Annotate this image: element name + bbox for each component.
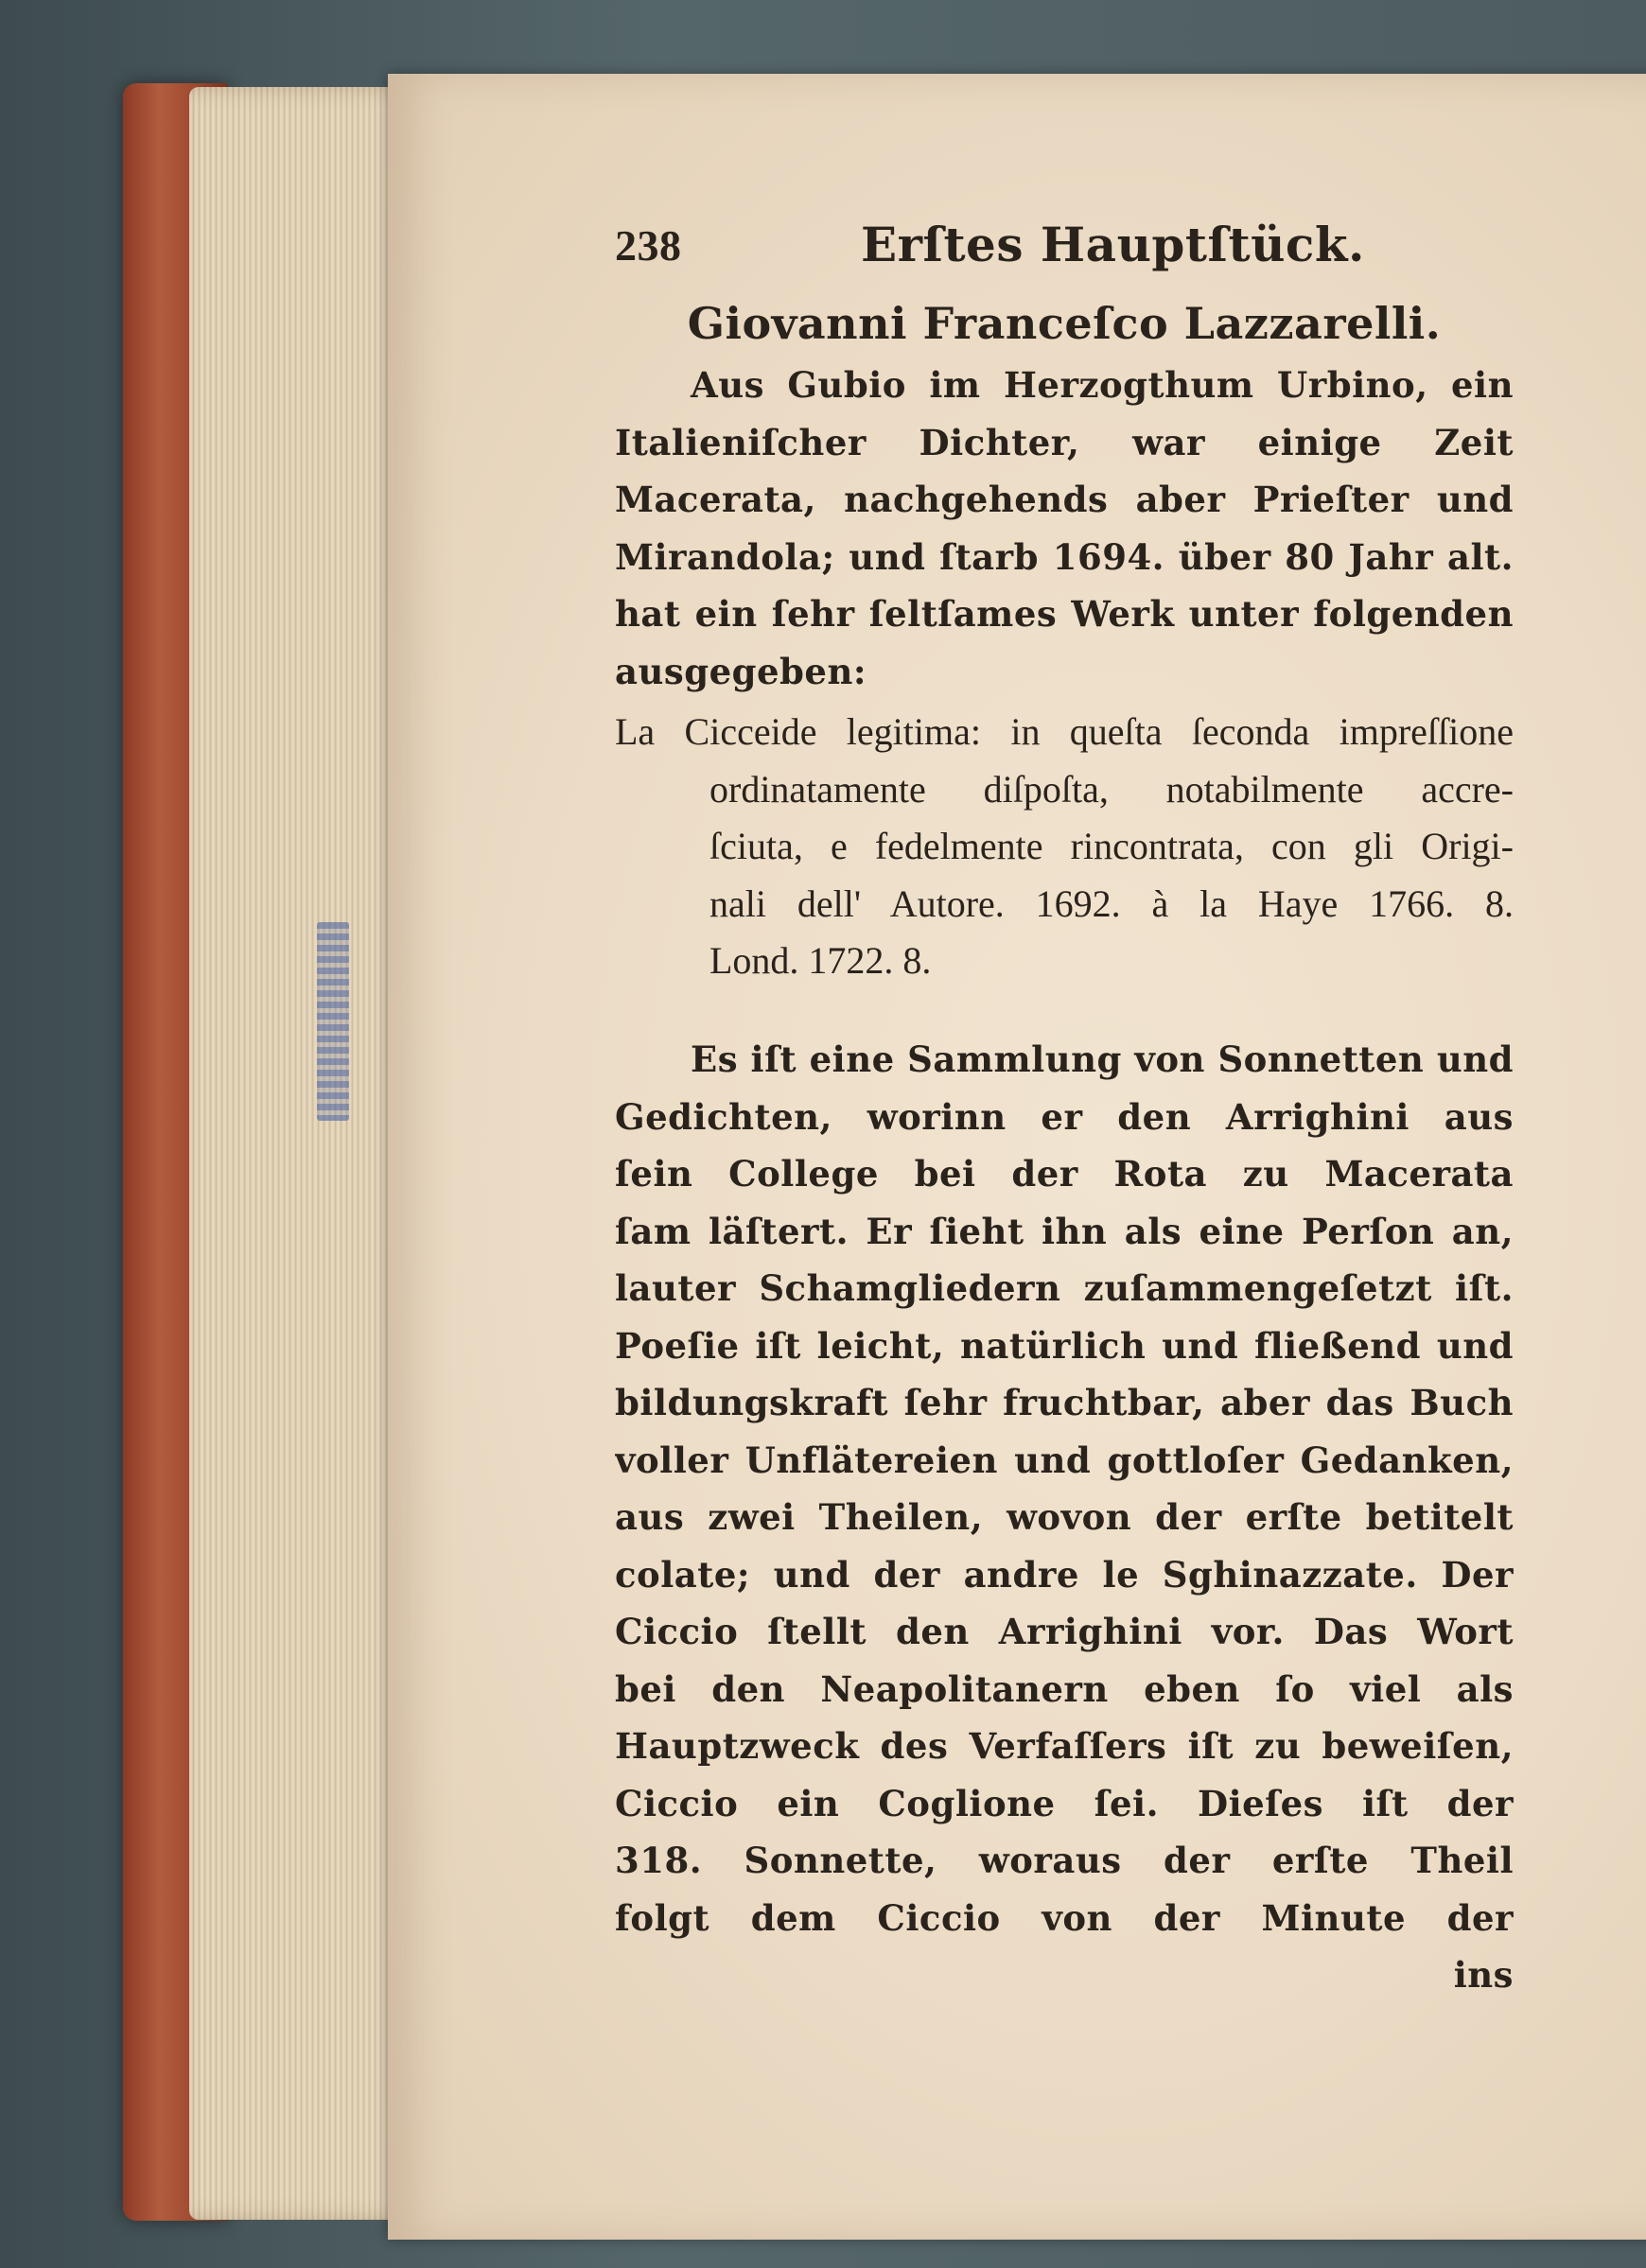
running-title: Erſtes Hauptſtück. bbox=[861, 217, 1365, 272]
text-line: bei den Neapolitanern eben ſo viel als bbox=[615, 1667, 1514, 1710]
text-line: Macerata, nachgehends aber Prieſter und bbox=[615, 479, 1514, 520]
book-citation bbox=[615, 704, 1514, 989]
text-line: Hauptzweck des Verfaſſers iſt zu beweiſen, bbox=[615, 1725, 1514, 1767]
text-line: folgt dem Ciccio von der Minute der bbox=[615, 1896, 1514, 1939]
library-stamp bbox=[317, 922, 349, 1121]
page-text bbox=[615, 203, 1514, 2004]
text-line: Ciccio ſtellt den Arrighini vor. Das Wort bbox=[615, 1611, 1514, 1652]
citation-line: ſciuta, e fedelmente rincontrata, con gli Origi- bbox=[709, 825, 1514, 867]
paragraph-2 bbox=[615, 1031, 1514, 2004]
text-line: Italieniſcher Dichter, war einige Zeit bbox=[615, 421, 1514, 463]
page-number: 238 bbox=[615, 221, 682, 270]
text-line: Ciccio ein Coglione ſei. Dieſes iſt der bbox=[615, 1782, 1514, 1824]
text-line: Mirandola; und ſtarb 1694. über 80 Jahr alt. bbox=[615, 535, 1514, 578]
text-line: Aus Gubio im Herzogthum Urbino, ein bbox=[691, 364, 1514, 406]
citation-line: Lond. 1722. 8. bbox=[709, 939, 932, 982]
text-line: colate; und der andre le Sghinazzate. Der bbox=[615, 1553, 1514, 1596]
text-line: ſam läſtert. Er ſieht ihn als eine Perſon an, bbox=[615, 1210, 1514, 1252]
text-line: ausgegeben: bbox=[615, 650, 867, 692]
text-line: Poeſie iſt leicht, natürlich und fließend und bbox=[615, 1324, 1514, 1367]
text-line: Gedichten, worinn er den Arrighini aus bbox=[615, 1095, 1514, 1138]
text-line: voller Unflätereien und gottloſer Gedanken, bbox=[615, 1439, 1514, 1481]
text-line: lauter Schamgliedern zuſammengeſetzt iſt. bbox=[615, 1267, 1514, 1309]
citation-line: La Cicceide legitima: in queſta ſeconda impreſſione bbox=[615, 710, 1514, 753]
running-head bbox=[615, 203, 1514, 288]
catchword: ins bbox=[1453, 1954, 1514, 1996]
text-line: Es iſt eine Sammlung von Sonnetten und bbox=[691, 1038, 1514, 1080]
text-line: ſein College bei der Rota zu Macerata bbox=[615, 1153, 1514, 1195]
text-line: aus zwei Theilen, wovon der erſte betitelt bbox=[615, 1496, 1514, 1538]
paragraph-1 bbox=[615, 357, 1514, 700]
text-line: bildungskraft ſehr fruchtbar, aber das Buch bbox=[615, 1382, 1514, 1423]
citation-line: ordinatamente diſpoſta, notabilmente accre- bbox=[709, 767, 1514, 811]
citation-line: nali dell' Autore. 1692. à la Haye 1766. 8. bbox=[709, 881, 1514, 925]
section-heading: Giovanni Franceſco Lazzarelli. bbox=[687, 298, 1442, 349]
text-line: hat ein ſehr ſeltſames Werk unter folgenden bbox=[615, 593, 1514, 635]
text-line: 318. Sonnette, woraus der erſte Theil bbox=[615, 1840, 1514, 1881]
